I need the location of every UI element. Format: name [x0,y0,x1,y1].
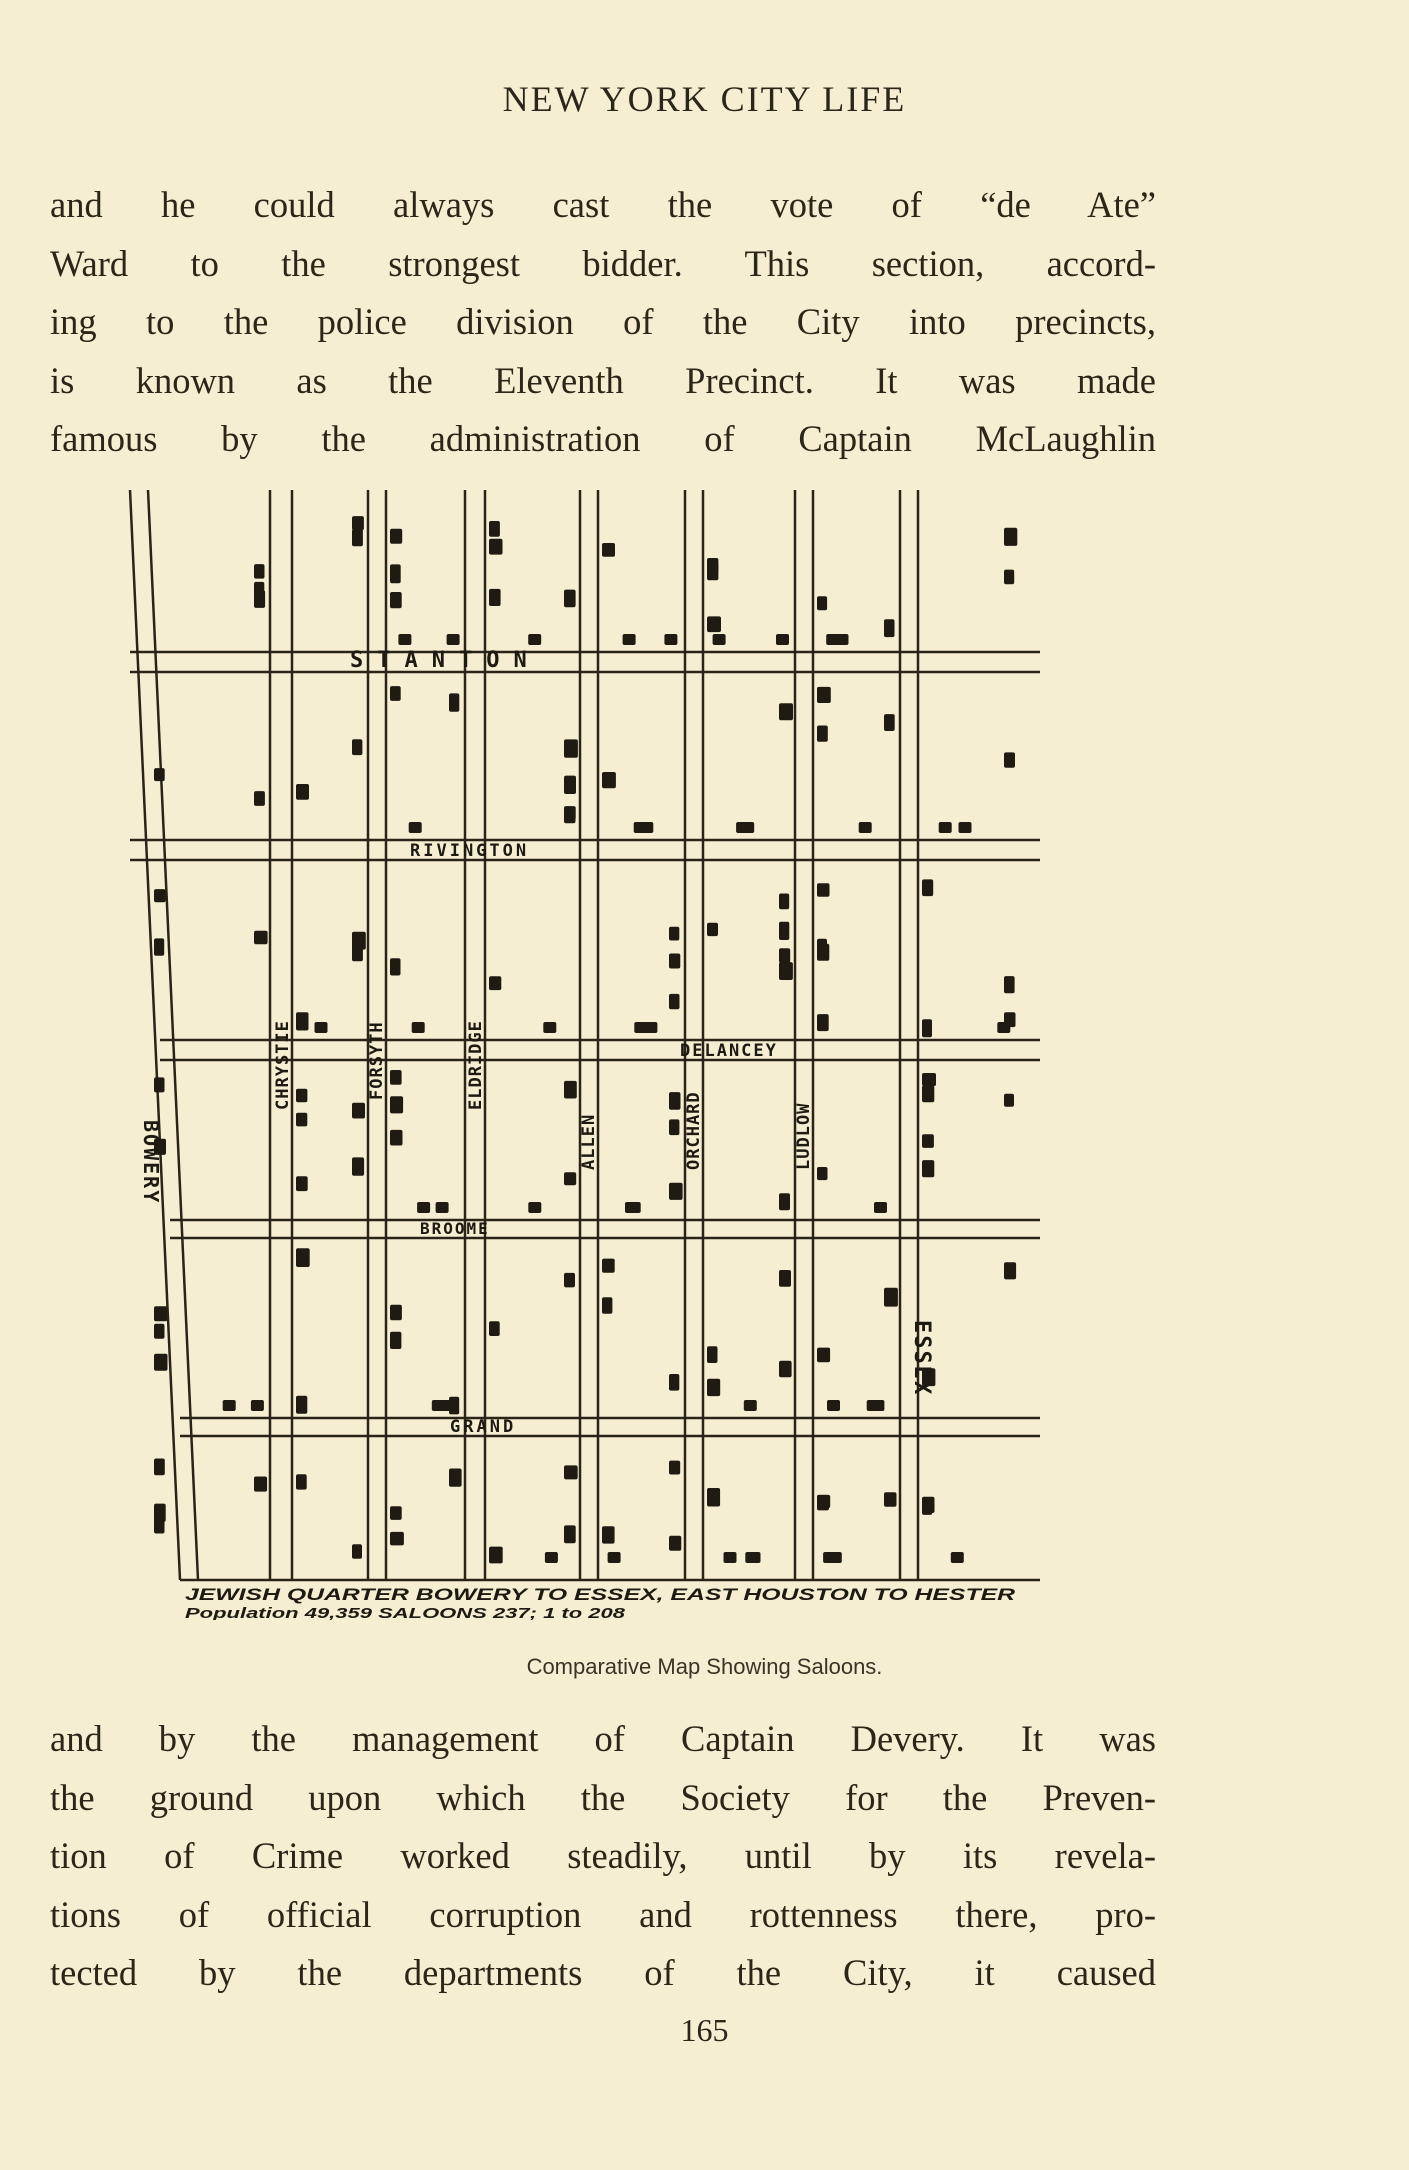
saloon-marker [296,1248,310,1267]
saloon-marker [779,962,793,980]
saloon-marker [736,822,749,833]
saloon-marker [602,1526,615,1543]
text-line: ing to the police division of the City into precincts, [50,301,1156,342]
street-label-orchard: ORCHARD [684,1091,704,1170]
saloon-marker [296,1474,307,1489]
saloon-marker [871,1400,884,1411]
saloon-marker [939,822,952,833]
saloon-marker [602,543,615,557]
saloon-marker [398,634,411,645]
map-note-population: Population 49,359 SALOONS 237; 1 to 208 [185,1605,626,1620]
saloon-marker [436,1202,449,1213]
saloon-marker [829,1552,842,1563]
saloon-marker [779,894,789,910]
saloon-map [120,480,1050,1620]
page-number: 165 [680,2012,729,2048]
saloon-marker [817,939,827,955]
saloon-marker [1004,976,1015,993]
saloon-marker [884,1288,898,1307]
saloon-marker [564,1465,578,1479]
street-label-chrystie: CHRYSTIE [273,1020,293,1110]
text-line: famous by the administration of Captain McLaughlin [50,418,1156,459]
saloon-marker [1004,1012,1016,1027]
saloon-marker [634,1022,647,1033]
street-label-eldridge: ELDRIDGE [466,1020,486,1110]
saloon-marker [154,938,164,955]
saloon-marker [1004,528,1017,546]
saloon-marker [564,1273,575,1288]
saloon-marker [449,693,459,711]
saloon-marker [1004,752,1015,767]
saloon-marker [922,1086,934,1103]
saloon-marker [296,1396,307,1414]
saloon-marker [390,1506,402,1520]
saloon-marker [296,1113,307,1127]
street-label-forsyth: FORSYTH [367,1021,387,1100]
saloon-marker [449,1469,462,1487]
saloon-marker [744,1400,757,1411]
saloon-marker [817,1167,828,1180]
saloon-marker [390,1305,402,1321]
saloon-marker [827,1400,840,1411]
saloon-marker [254,791,265,806]
saloon-marker [1004,570,1014,585]
saloon-marker [884,714,895,731]
text-line: is known as the Eleventh Precinct. It was made [50,359,1156,401]
saloon-marker [859,822,872,833]
saloon-marker [602,772,616,788]
street-label-ludlow: LUDLOW [794,1102,814,1170]
saloon-marker [447,634,460,645]
saloon-marker [296,1176,308,1191]
saloon-marker [707,564,718,581]
saloon-marker [817,596,827,610]
saloon-marker [669,1374,679,1391]
saloon-marker [884,1492,897,1507]
saloon-marker [669,954,680,969]
saloon-marker [528,634,541,645]
saloon-marker [922,879,933,896]
saloon-marker [602,1297,612,1314]
saloon-marker [748,1552,761,1563]
saloon-marker [564,590,576,608]
saloon-marker [922,1134,934,1148]
saloon-marker [779,922,789,940]
saloon-marker [707,1488,720,1507]
saloon-marker [154,1504,166,1522]
saloon-marker [602,1259,615,1273]
saloon-marker [669,1119,679,1135]
saloon-marker [707,616,721,632]
saloon-marker [922,1019,932,1037]
saloon-marker [223,1400,236,1411]
saloon-marker [779,703,793,720]
map-caption: Comparative Map Showing Saloons. [526,1654,883,1679]
saloon-marker [543,1022,556,1033]
saloon-marker [669,994,680,1009]
street-label-broome: BROOME [420,1219,490,1238]
saloon-marker [489,1547,503,1564]
saloon-marker [296,1012,309,1030]
saloon-marker [296,1089,307,1103]
saloon-marker [669,1092,681,1110]
saloon-marker [724,1552,737,1563]
street-grid [130,490,1040,1580]
saloon-map-svg [120,480,1050,1620]
paragraph-bottom [50,1710,1156,2003]
map-note-quarter: JEWISH QUARTER BOWERY TO ESSEX, EAST HOUSTON TO HESTER [185,1585,1017,1604]
saloon-marker [959,822,972,833]
text-line: tions of official corruption and rottenness there, pro- [50,1893,1156,1935]
saloon-marker [489,589,501,606]
saloon-marker [390,1130,403,1146]
saloon-marker [315,1022,328,1033]
saloon-marker [352,516,364,530]
saloon-marker [352,1157,364,1175]
saloon-marker [817,726,828,742]
saloon-marker [776,634,789,645]
text-line: tected by the departments of the City, it caused [50,1952,1156,1993]
saloon-marker [154,1324,165,1339]
text-line: Ward to the strongest bidder. This section, accord- [50,242,1156,284]
saloon-marker [390,529,402,544]
saloon-marker [564,806,576,820]
saloon-marker [1004,1262,1016,1279]
saloon-marker [390,592,402,608]
saloon-marker [817,1014,829,1031]
saloon-marker [713,634,726,645]
saloon-marker [669,1536,681,1551]
saloon-marker [669,1461,680,1475]
saloon-marker [154,1459,165,1476]
saloon-marker [390,1332,401,1349]
saloon-marker [352,529,363,546]
saloon-marker [779,1193,790,1207]
street-label-grand: GRAND [450,1417,517,1437]
saloon-marker [951,1552,964,1563]
saloon-marker [874,1202,887,1213]
paragraph-top [50,176,1156,469]
street-label-bowery: BOWERY [139,1120,163,1205]
saloon-marker [707,1379,720,1396]
saloon-marker [154,889,166,902]
saloon-marker [489,1321,500,1336]
saloon-marker [817,883,830,897]
saloon-marker [564,1081,577,1099]
saloon-marker [826,634,839,645]
saloon-marker [922,1497,932,1515]
saloon-marker [390,686,401,701]
saloon-marker [628,1202,641,1213]
saloon-marker [707,1346,718,1363]
saloon-marker [669,927,679,941]
saloon-marker [489,539,503,555]
saloon-marker [449,1397,459,1415]
saloon-marker [884,619,895,637]
saloon-marker [251,1400,264,1411]
saloon-marker [352,1544,362,1558]
text-line: and by the management of Captain Devery. It was [50,1718,1156,1759]
saloon-marker [817,687,831,703]
text-line: tion of Crime worked steadily, until by its revela- [50,1835,1156,1876]
saloon-marker [528,1202,541,1213]
saloon-marker [489,976,501,990]
saloon-marker [489,521,500,537]
saloon-marker [564,1172,576,1185]
saloon-marker [154,768,165,781]
saloon-marker [669,1183,683,1200]
text-line: and he could always cast the vote of “de Ate” [50,184,1156,225]
saloon-marker [352,739,362,755]
street-label-essex: ESSEX [909,1320,934,1397]
saloon-marker [254,564,265,579]
running-head: NEW YORK CITY LIFE [502,79,907,119]
saloon-marker [564,739,578,757]
street-label-rivington: RIVINGTON [410,841,530,861]
saloon-marker [154,1354,168,1371]
saloon-marker [707,923,718,936]
street-label-allen: ALLEN [579,1113,599,1170]
saloon-marker [432,1400,445,1411]
saloon-marker [922,1073,936,1086]
text-line: the ground upon which the Society for the Preven- [50,1776,1156,1818]
street-label-stanton: STANTON [350,648,541,673]
saloon-marker [254,931,268,945]
saloon-marker [664,634,677,645]
saloon-marker [254,1477,267,1492]
saloon-marker [779,1270,791,1287]
saloon-marker [817,1348,830,1363]
saloon-marker [417,1202,430,1213]
saloon-marker [634,822,647,833]
saloon-marker [623,634,636,645]
saloon-marker [779,1361,792,1378]
saloon-marker [922,1160,934,1177]
saloon-marker [154,1077,165,1092]
saloon-marker [254,590,265,608]
saloon-marker [564,776,576,794]
saloon-marker [390,1096,403,1113]
saloon-marker [390,564,401,583]
saloon-marker [390,958,401,975]
saloon-marker [1004,1094,1014,1107]
saloon-marker [154,1306,167,1321]
saloon-marker [608,1552,621,1563]
street-label-delancey: DELANCEY [680,1041,778,1061]
saloon-marker [390,1070,402,1085]
saloon-marker [779,948,790,963]
saloon-marker [390,1532,404,1546]
saloon-marker [409,822,422,833]
saloon-marker [545,1552,558,1563]
saloon-marker [296,784,309,800]
saloon-marker [352,932,366,950]
saloon-marker [817,1495,830,1508]
saloon-marker [412,1022,425,1033]
saloon-marker [564,1525,576,1543]
saloon-marker [352,1103,365,1119]
